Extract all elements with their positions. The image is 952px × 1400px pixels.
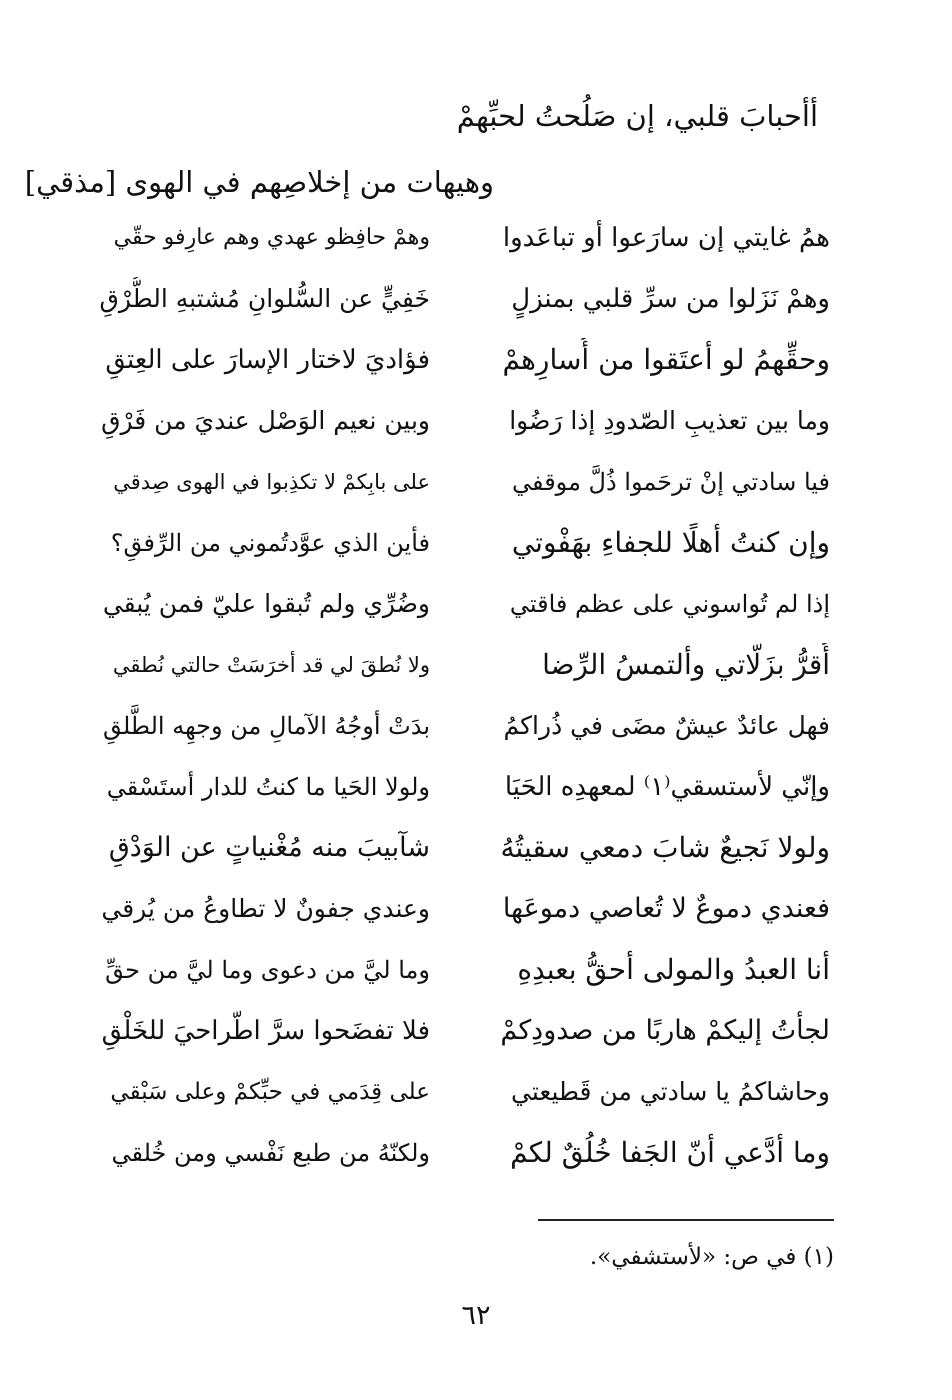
- verse: [100, 643, 830, 704]
- verse: [100, 948, 830, 1009]
- verse-first-hemistich: إذا لم تُواسوني على عظم فاقتي: [509, 590, 830, 618]
- verse: [100, 338, 830, 399]
- verse-second-hemistich: خَفِيٍّ عن السُّلوانِ مُشتبهِ الطُّرْقِ: [100, 284, 430, 313]
- verse: [100, 765, 830, 826]
- verse-first-hemistich: وحقِّهمُ لو أعتَقوا من أُسارِهمْ: [502, 343, 830, 376]
- verse-second-hemistich: وعندي جفونٌ لا تطاوعُ من يُرقي: [101, 894, 430, 923]
- verse-second-hemistich: وهمْ حافِظو عهدي وهم عارِفو حقّي: [113, 225, 430, 250]
- page-number: ٦٢: [461, 1300, 491, 1331]
- verse: [100, 1009, 830, 1070]
- verse-first-hemistich: وحاشاكمُ يا سادتي من قَطيعتي: [511, 1077, 830, 1106]
- verse-second-hemistich: فؤاديَ لاختار الإسارَ على العِتقِ: [105, 345, 430, 375]
- verse-first-hemistich: ولولا نَجيعٌ شابَ دمعي سقيتُهُ: [500, 831, 830, 864]
- verse-second-hemistich: ولا نُطقَ لي قد أخرَسَتْ حالتي نُطقي: [112, 653, 430, 677]
- verse: [100, 1131, 830, 1192]
- verse: [100, 1070, 830, 1131]
- verse: [100, 277, 830, 338]
- verse-second-hemistich: وضُرِّي ولم تُبقوا عليّ فمن يُبقي: [102, 589, 430, 618]
- verse-first-hemistich: وإنّي لأستسقي⁽١⁾ لمعهدِه الحَيَا: [504, 772, 830, 802]
- verse: [100, 826, 830, 887]
- verse-second-hemistich: ولكنّهُ من طبع نَفْسي ومن خُلقي: [111, 1139, 430, 1167]
- verse-second-hemistich: وبين نعيم الوَصْل عنديَ من فَرْقِ: [101, 406, 430, 435]
- verse: [100, 887, 830, 948]
- verse-first-hemistich: أنا العبدُ والمولى أحقُّ بعبدِهِ: [517, 953, 830, 986]
- verse-second-hemistich: على قِدَمي في حبِّكمْ وعلى سَبْقي: [110, 1079, 430, 1105]
- footnote-divider: [538, 1219, 834, 1221]
- intro-verse-second-hemistich: وهيهات من إخلاصِهم في الهوى [مذقي]: [24, 165, 494, 199]
- poem-verses: [100, 216, 830, 1192]
- intro-verse-first-hemistich: أأحبابَ قلبي، إن صَلُحتُ لحبِّهمْ: [456, 99, 818, 133]
- verse: [100, 704, 830, 765]
- verse-first-hemistich: همُ غايتي إن سارَعوا أو تباعَدوا: [502, 223, 830, 253]
- verse-first-hemistich: وإن كنتُ أهلًا للجفاءِ بهَفْوتي: [511, 526, 830, 559]
- verse: [100, 582, 830, 643]
- verse-first-hemistich: فعندي دموعٌ لا تُعاصي دموعَها: [502, 893, 830, 924]
- verse-second-hemistich: وما ليَّ من دعوى وما ليَّ من حقِّ: [105, 956, 430, 984]
- verse: [100, 216, 830, 277]
- verse-first-hemistich: وما أدَّعي أنّ الجَفا خُلُقٌ لكمْ: [510, 1136, 830, 1169]
- footnote: (١) في ص: «لأستشفي».: [589, 1244, 834, 1270]
- verse-second-hemistich: على بابِكمْ لا تكذِبوا في الهوى صِدقي: [113, 470, 430, 494]
- verse-second-hemistich: فلا تفضَحوا سرَّ اطّراحيَ للخَلْقِ: [101, 1016, 430, 1046]
- verse-first-hemistich: فيا سادتي إنْ ترحَموا ذُلَّ موقفي: [512, 468, 830, 496]
- verse-first-hemistich: فهل عائدٌ عيشٌ مضَى في ذُراكمُ: [503, 711, 830, 740]
- verse: [100, 460, 830, 521]
- verse-first-hemistich: وهمْ نَزَلوا من سرِّ قلبي بمنزلٍ: [511, 284, 830, 314]
- verse-first-hemistich: أُقرُّ بزَلّاتي وألتمسُ الرِّضا: [542, 648, 830, 681]
- verse-first-hemistich: لجأتُ إليكمْ هاربًا من صدودِكمْ: [500, 1015, 830, 1046]
- verse-second-hemistich: شآبيبَ منه مُغْنياتٍ عن الوَدْقِ: [108, 832, 430, 863]
- verse-second-hemistich: فأين الذي عوَّدتُموني من الرِّفقِ؟: [110, 529, 430, 557]
- verse-second-hemistich: ولولا الحَيا ما كنتُ للدار أستَسْقي: [106, 773, 430, 801]
- verse: [100, 521, 830, 582]
- verse: [100, 399, 830, 460]
- verse-second-hemistich: بدَتْ أوجُهُ الآمالِ من وجهِه الطَّلقِ: [102, 712, 430, 740]
- verse-first-hemistich: وما بين تعذيبِ الصّدودِ إذا رَضُوا: [509, 406, 830, 435]
